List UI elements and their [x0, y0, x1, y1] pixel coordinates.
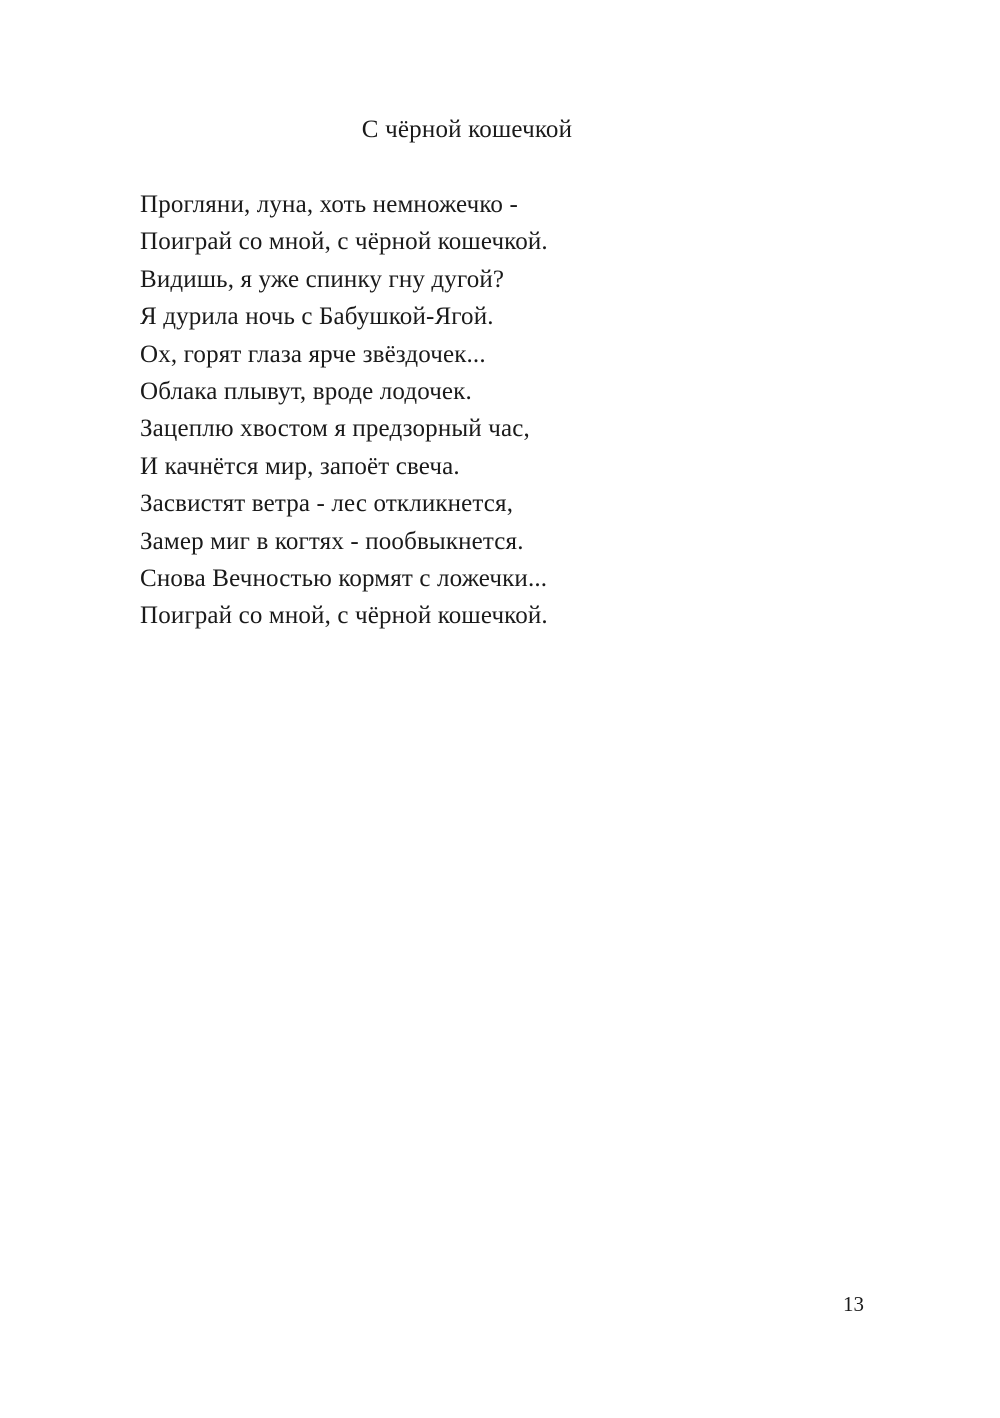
- poem-line: Засвистят ветра - лес откликнется,: [140, 490, 514, 518]
- poem-line: Зацеплю хвостом я предзорный час,: [140, 415, 530, 443]
- poem-line: Поиграй со мной, с чёрной кошечкой.: [140, 228, 548, 256]
- poem-body: [140, 186, 548, 635]
- poem-line: Поиграй со мной, с чёрной кошечкой.: [140, 602, 548, 630]
- poem-line: Ох, горят глаза ярче звёздочек...: [140, 340, 486, 368]
- poem-line: И качнётся мир, запоёт свеча.: [140, 452, 460, 480]
- poem-line: Я дурила ночь с Бабушкой-Ягой.: [140, 303, 494, 331]
- poem-title: С чёрной кошечкой: [361, 116, 573, 143]
- page-number: 13: [843, 1292, 864, 1316]
- poem-line: Видишь, я уже спинку гну дугой?: [140, 265, 505, 293]
- poem-line: Облака плывут, вроде лодочек.: [140, 378, 472, 406]
- poem-line: Снова Вечностью кормят с ложечки...: [140, 565, 548, 593]
- poem-line: Замер миг в когтях - пообвыкнется.: [140, 527, 524, 555]
- poem-line: Прогляни, луна, хоть немножечко -: [140, 191, 518, 218]
